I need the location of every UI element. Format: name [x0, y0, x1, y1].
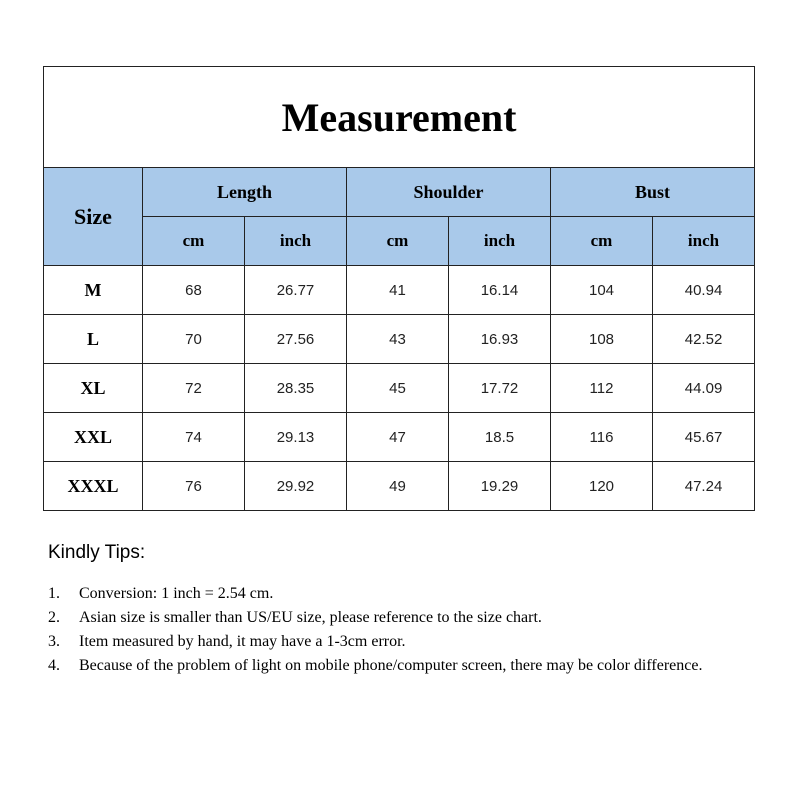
- unit-header: cm: [551, 217, 653, 266]
- tip-number: 1.: [48, 585, 60, 602]
- unit-header: cm: [347, 217, 449, 266]
- table-cell: 16.14: [449, 266, 551, 315]
- unit-header: inch: [653, 217, 755, 266]
- size-chart-table: [43, 66, 755, 511]
- table-cell: 47.24: [653, 462, 755, 511]
- tips-list: [48, 582, 758, 678]
- table-cell: 70: [143, 315, 245, 364]
- table-cell: 29.13: [245, 413, 347, 462]
- size-label: L: [44, 315, 143, 364]
- tip-item: [48, 630, 758, 654]
- table-row: [44, 413, 755, 462]
- table-cell: 28.35: [245, 364, 347, 413]
- table-cell: 43: [347, 315, 449, 364]
- tip-item: [48, 582, 758, 606]
- table-cell: 45.67: [653, 413, 755, 462]
- table-cell: 18.5: [449, 413, 551, 462]
- tip-number: 3.: [48, 633, 60, 650]
- table-cell: 47: [347, 413, 449, 462]
- table-cell: 40.94: [653, 266, 755, 315]
- table-cell: 112: [551, 364, 653, 413]
- table-cell: 41: [347, 266, 449, 315]
- table-cell: 17.72: [449, 364, 551, 413]
- table-cell: 108: [551, 315, 653, 364]
- table-row: [44, 462, 755, 511]
- table-title: Measurement: [44, 67, 755, 168]
- size-label: XL: [44, 364, 143, 413]
- tip-text: Conversion: 1 inch = 2.54 cm.: [79, 585, 274, 602]
- length-header: Length: [143, 168, 347, 217]
- shoulder-header: Shoulder: [347, 168, 551, 217]
- table-cell: 19.29: [449, 462, 551, 511]
- table-cell: 45: [347, 364, 449, 413]
- table-cell: 29.92: [245, 462, 347, 511]
- tips-title: Kindly Tips:: [48, 542, 146, 563]
- unit-header: inch: [245, 217, 347, 266]
- table-row: [44, 315, 755, 364]
- size-header: Size: [44, 168, 143, 266]
- table-cell: 104: [551, 266, 653, 315]
- table-cell: 68: [143, 266, 245, 315]
- table-cell: 116: [551, 413, 653, 462]
- size-label: XXL: [44, 413, 143, 462]
- tip-item: [48, 606, 758, 630]
- size-label: M: [44, 266, 143, 315]
- table-cell: 74: [143, 413, 245, 462]
- size-label: XXXL: [44, 462, 143, 511]
- tip-text: Because of the problem of light on mobile phone/computer screen, there may be color difference.: [79, 657, 703, 674]
- tip-item: [48, 654, 758, 678]
- table-row: [44, 266, 755, 315]
- unit-header: inch: [449, 217, 551, 266]
- table-cell: 72: [143, 364, 245, 413]
- table-cell: 26.77: [245, 266, 347, 315]
- table-row: [44, 364, 755, 413]
- table-cell: 76: [143, 462, 245, 511]
- bust-header: Bust: [551, 168, 755, 217]
- table-cell: 27.56: [245, 315, 347, 364]
- tip-number: 2.: [48, 609, 60, 626]
- tip-text: Asian size is smaller than US/EU size, please reference to the size chart.: [79, 609, 542, 626]
- table-cell: 42.52: [653, 315, 755, 364]
- table-cell: 44.09: [653, 364, 755, 413]
- kindly-tips: [48, 542, 758, 678]
- tip-number: 4.: [48, 657, 60, 674]
- unit-header: cm: [143, 217, 245, 266]
- table-cell: 120: [551, 462, 653, 511]
- table-cell: 49: [347, 462, 449, 511]
- tip-text: Item measured by hand, it may have a 1-3cm error.: [79, 633, 406, 650]
- table-cell: 16.93: [449, 315, 551, 364]
